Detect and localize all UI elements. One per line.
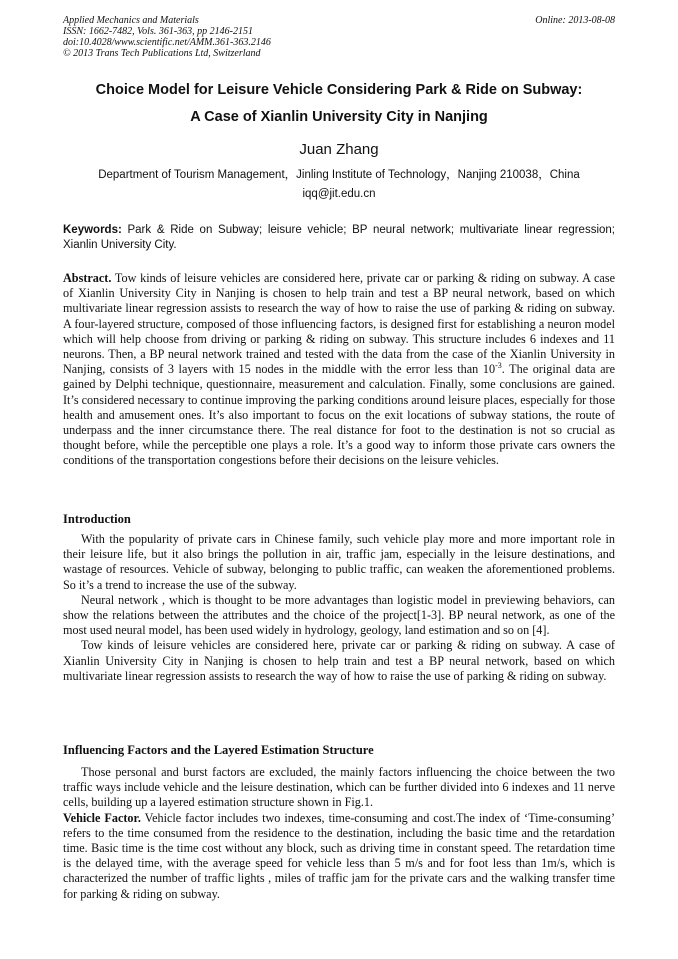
doi-line: doi:10.4028/www.scientific.net/AMM.361-363.2146 xyxy=(63,37,271,48)
vehicle-factor-text: Vehicle factor includes two indexes, time-consuming and cost.The index of ‘Time-consuming’ refers to the time consumed from the residence to the destination, including the basic time and the retardation time. Basic time is the time cost without any block, such as driving time in constant speed. The retardation time is the delayed time, with the average speed for vehicle less than 5 m/s and for foot less than 1m/s, which is characterized the number of traffic lights , miles of traffic jam for the private cars and the walking transfer time for parking & riding on subway. xyxy=(63,810,615,901)
abstract-text-part1: Tow kinds of leisure vehicles are considered here, private car or parking & riding on subway. A case of Xianlin University City in Nanjing is chosen to help train and test a BP neural network, based on which multivariate linear regression assists to research the way of how to raise the use of parking & riding on subway. A four-layered structure, composed of those influencing factors, is designed first for establishing a neuron model which will help choose from driving or parking & riding on subway. This structure includes 6 indexes and 11 neurons. Then, a BP neural network trained and tested with the data from the case of the Xianlin University in Nanjing, consists of 3 layers with 15 nodes in the middle with the error less than 10 xyxy=(63,271,615,377)
journal-name: Applied Mechanics and Materials xyxy=(63,15,199,26)
introduction-paragraph: With the popularity of private cars in Chinese family, such vehicle play more and more important role in their leisure life, but it also brings the pollution in air, traffic jam, especially in the leisure destinations, and wastage of resources. Vehicle of subway, belonging to public traffic, can weaken the aforementioned problems. So it’s a trend to increase the use of the subway. xyxy=(63,532,615,592)
influencing-paragraph: Those personal and burst factors are excluded, the mainly factors influencing the choice between the two traffic ways include vehicle and the leisure destination, which can be further divided into 6 indexes and 11 nerve cells, building up a layered estimation structure shown in Fig.1. xyxy=(63,765,615,810)
vehicle-factor-paragraph xyxy=(63,811,615,902)
author-email: iqq@jit.edu.cn xyxy=(302,188,376,200)
vehicle-factor-label: Vehicle Factor. xyxy=(63,810,141,825)
author-name: Juan Zhang xyxy=(299,141,379,158)
introduction-paragraph: Tow kinds of leisure vehicles are considered here, private car or parking & riding on subway. A case of Xianlin University City in Nanjing is chosen to help train and test a BP neural network, based on which multivariate linear regression assists to research the way of how to raise the use of parking & riding on subway. xyxy=(63,638,615,683)
introduction-paragraph: Neural network , which is thought to be more advantages than logistic model in previewing behaviors, can show the relations between the attributes and the choice of the project[1-3]. BP neural network, as one of the most used neural model, has been used widely in hydrology, geology, land estimation and so on [4]. xyxy=(63,592,615,638)
abstract-label: Abstract. xyxy=(63,271,112,285)
influencing-factors-section xyxy=(63,765,615,902)
paper-title-line2: A Case of Xianlin University City in Nanjing xyxy=(190,109,488,125)
introduction-section xyxy=(63,532,615,684)
issn-line: ISSN: 1662-7482, Vols. 361-363, pp 2146-2151 xyxy=(63,26,253,37)
abstract-text-part2: . The original data are gained by Delphi technique, questionnaire, measurement and calculation. Finally, some conclusions are gained. It’s considered necessary to continue improving the parking conditions around leisure places, especially for those health and amusement ones. It’s also important to focus on the exit locations of subway stations, the route of underpass and the inner circumstance there. The real distance for foot to the destination is not so crucial as thought before, while the perceptible one plays a role. It’s a good way to inform those private cars owners the conditions of the transportation congestions before their decisions on the leisure vehicles. xyxy=(63,362,616,468)
abstract-block xyxy=(63,271,615,469)
influencing-factors-heading: Influencing Factors and the Layered Estimation Structure xyxy=(63,743,374,757)
keywords-label: Keywords: xyxy=(63,224,122,236)
online-date: Online: 2013-08-08 xyxy=(535,15,615,26)
copyright-line: © 2013 Trans Tech Publications Ltd, Switzerland xyxy=(63,48,261,59)
abstract-superscript: -3 xyxy=(495,361,502,371)
paper-title-line1: Choice Model for Leisure Vehicle Considering Park & Ride on Subway: xyxy=(95,82,583,98)
journal-header xyxy=(63,15,615,59)
keywords-text: Park & Ride on Subway; leisure vehicle; BP neural network; multivariate linear regression; Xianlin University City. xyxy=(63,224,615,251)
introduction-heading: Introduction xyxy=(63,512,131,526)
keywords-block xyxy=(63,223,615,253)
author-affiliation: Department of Tourism Management，Jinling Institute of Technology，Nanjing 210038，China xyxy=(98,169,580,181)
